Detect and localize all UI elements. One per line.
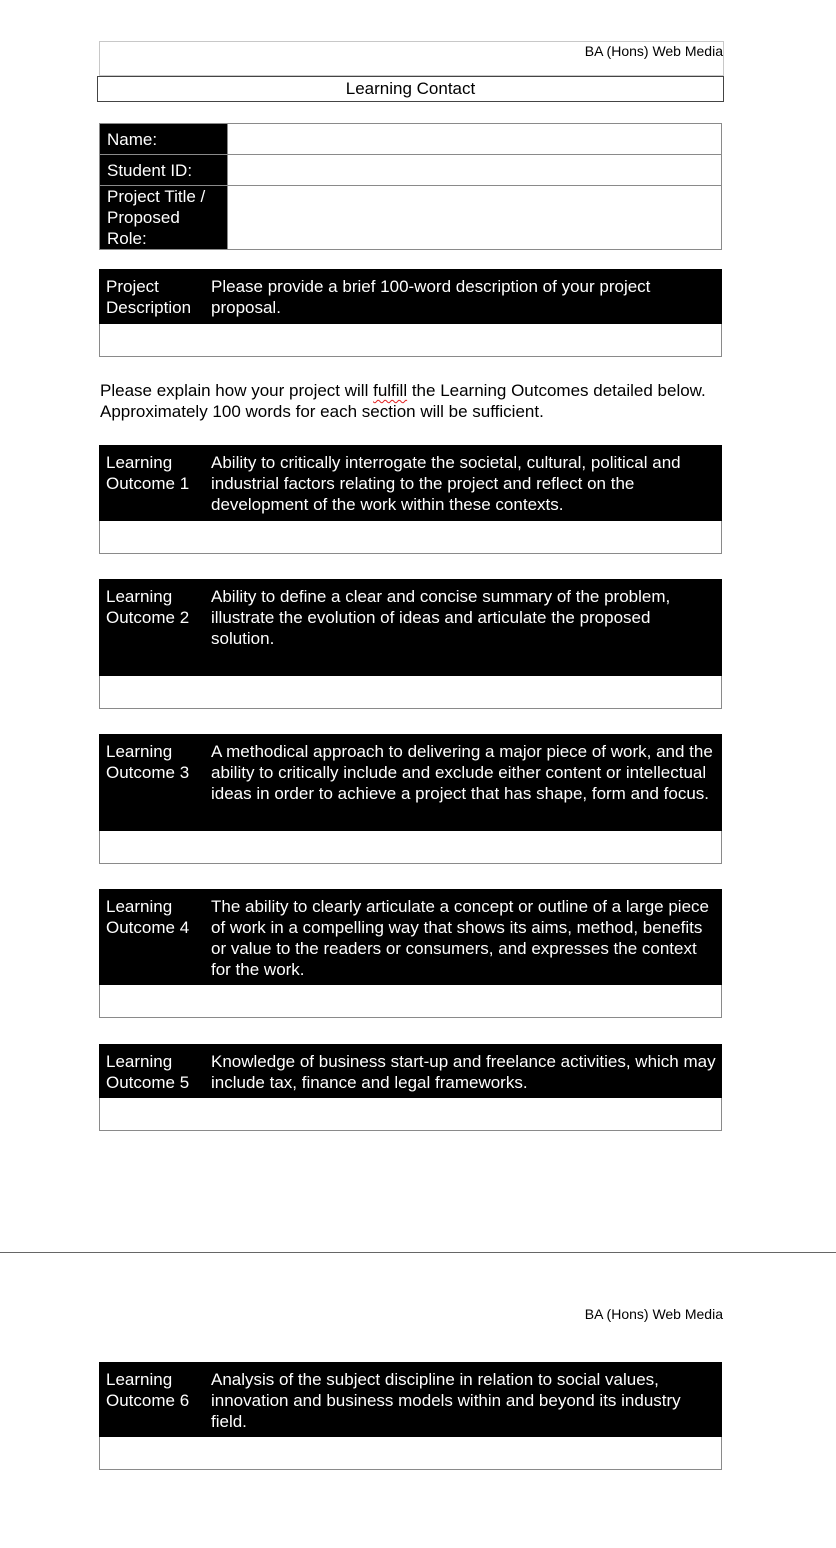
learning-outcome-1-block: [99, 445, 722, 554]
learning-outcome-header: [99, 734, 722, 831]
learning-outcome-label: Learning Outcome 2: [106, 587, 190, 627]
student-details-table: [99, 123, 722, 250]
learning-outcome-3-field[interactable]: [99, 831, 722, 864]
table-row: [100, 155, 722, 186]
learning-outcome-5-block: [99, 1044, 722, 1131]
learning-outcome-2-block: [99, 579, 722, 709]
learning-outcome-description: The ability to clearly articulate a concept or outline of a large piece of work in a compelling way that shows its aims, method, benefits or value to the readers or consumers, and expresses the context for the work.: [211, 897, 709, 979]
learning-outcome-label: Learning Outcome 1: [106, 453, 190, 493]
learning-outcome-1-field[interactable]: [99, 521, 722, 554]
project-description-block: [99, 269, 722, 357]
learning-outcome-2-field[interactable]: [99, 676, 722, 709]
instructions-paragraph: [100, 380, 720, 422]
project-title-field[interactable]: [228, 186, 722, 250]
spellcheck-word[interactable]: fulfill: [373, 381, 408, 400]
student-id-field[interactable]: [228, 155, 722, 186]
learning-outcome-description: Ability to define a clear and concise summary of the problem, illustrate the evolution of ideas and articulate the proposed solution.: [211, 587, 671, 648]
student-id-label: Student ID:: [100, 155, 228, 186]
table-row: [100, 186, 722, 250]
learning-outcome-description: Knowledge of business start-up and freelance activities, which may include tax, finance and legal frameworks.: [211, 1052, 716, 1092]
learning-outcome-label: Learning Outcome 6: [106, 1370, 190, 1410]
name-field[interactable]: [228, 124, 722, 155]
learning-outcome-4-block: [99, 889, 722, 1018]
project-description-prompt: Please provide a brief 100-word description of your project proposal.: [211, 277, 651, 317]
learning-outcome-header: [99, 579, 722, 676]
learning-outcome-header: [99, 1044, 722, 1098]
learning-outcome-6-block: [99, 1362, 722, 1470]
name-label: Name:: [100, 124, 228, 155]
instructions-text-end: the Learning Outcomes detailed below. Approximately 100 words for each section will be sufficient.: [100, 381, 706, 421]
learning-outcome-6-field[interactable]: [99, 1437, 722, 1470]
project-description-label: Project Description: [106, 277, 192, 317]
course-label-page-2: BA (Hons) Web Media: [584, 1306, 723, 1322]
learning-outcome-label: Learning Outcome 4: [106, 897, 190, 937]
learning-outcome-3-block: [99, 734, 722, 864]
learning-outcome-label: Learning Outcome 3: [106, 742, 190, 782]
course-label: BA (Hons) Web Media: [584, 43, 723, 59]
learning-outcome-description: Ability to critically interrogate the societal, cultural, political and industrial factors relating to the project and reflect on the development of the work within these contexts.: [211, 453, 681, 514]
instructions-text-start: Please explain how your project will: [100, 381, 374, 400]
project-description-header: [99, 269, 722, 324]
learning-outcome-4-field[interactable]: [99, 985, 722, 1018]
learning-outcome-header: [99, 445, 722, 521]
learning-outcome-description: A methodical approach to delivering a major piece of work, and the ability to critically include and exclude either content or intellectual ideas in order to achieve a project that has shape, form and focus.: [211, 742, 713, 803]
learning-outcome-description: Analysis of the subject discipline in relation to social values, innovation and business models within and beyond its industry field.: [211, 1370, 681, 1431]
project-description-field[interactable]: [99, 324, 722, 357]
learning-outcome-header: [99, 889, 722, 985]
document-title: Learning Contact: [97, 76, 724, 102]
project-title-label: Project Title / Proposed Role:: [100, 186, 228, 250]
learning-outcome-header: [99, 1362, 722, 1437]
page-break-divider: [0, 1252, 836, 1253]
learning-outcome-label: Learning Outcome 5: [106, 1052, 190, 1092]
learning-outcome-5-field[interactable]: [99, 1098, 722, 1131]
table-row: [100, 124, 722, 155]
